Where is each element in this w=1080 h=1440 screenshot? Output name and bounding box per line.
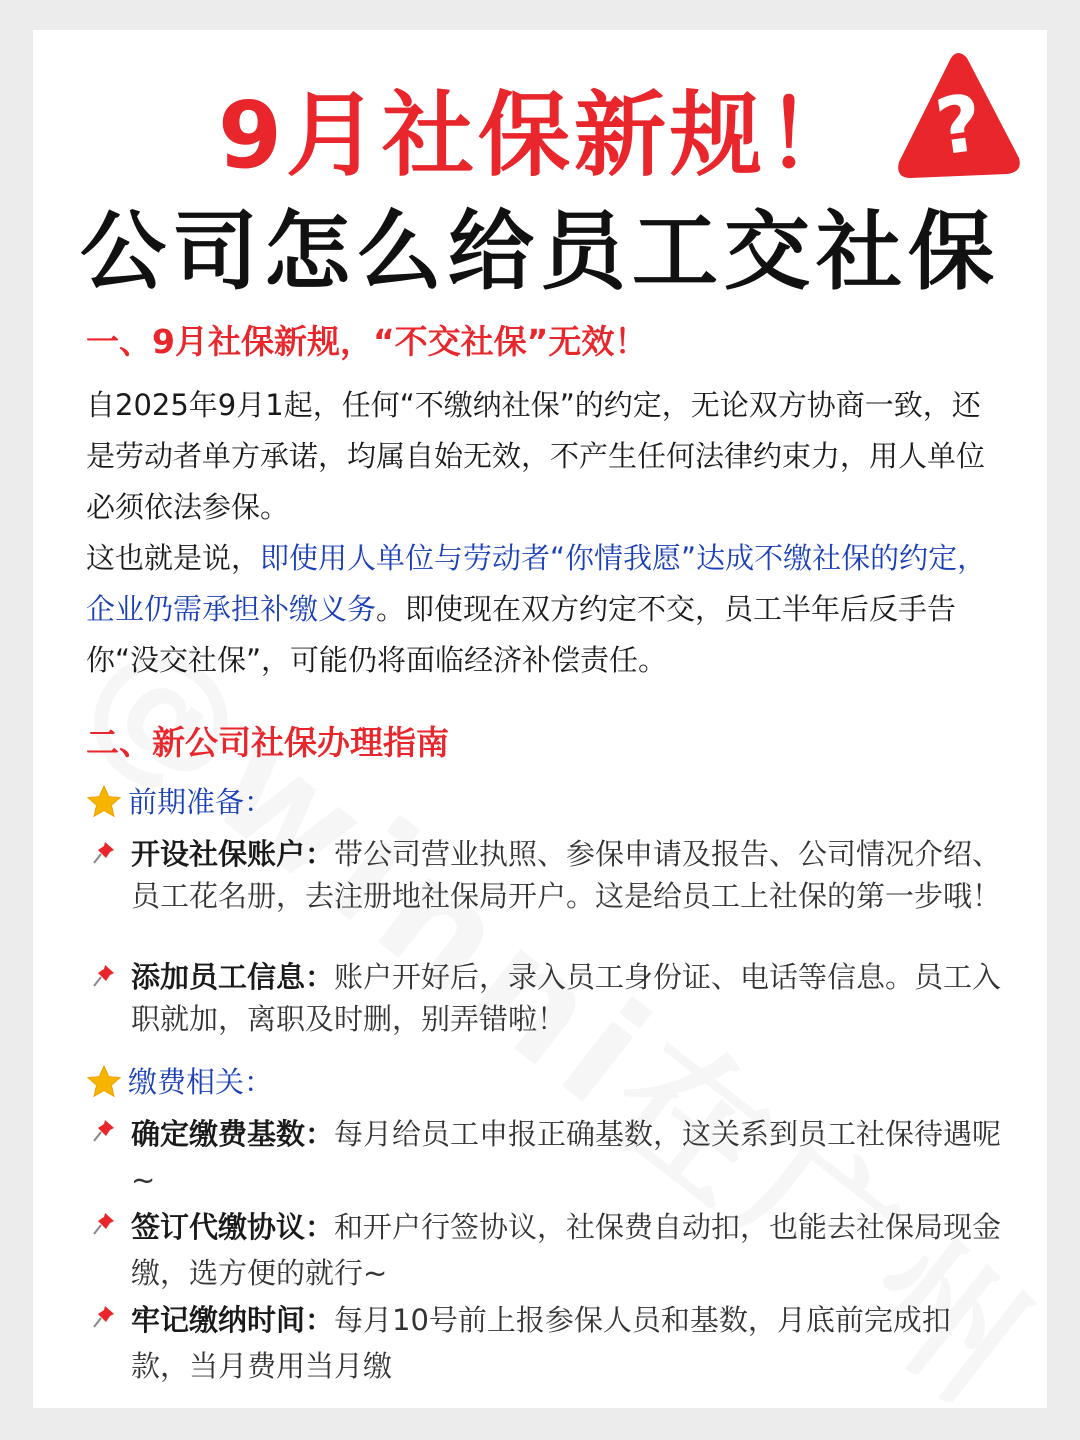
- para2-text-a: 这也就是说，: [86, 541, 261, 575]
- item-title: 添加员工信息：: [131, 960, 335, 994]
- group-prep-text: 前期准备：: [128, 785, 274, 819]
- item-title: 确定缴费基数：: [131, 1117, 335, 1151]
- pushpin-icon: [93, 841, 115, 865]
- item-title: 签订代缴协议：: [131, 1210, 335, 1244]
- group-prep-label: [86, 782, 273, 822]
- question-mark: ?: [930, 78, 988, 174]
- item-text: 和开户行签协议，社保费自动扣，也能去社保局现金缴，选方便的就行~: [131, 1210, 1002, 1290]
- para2-highlight: 即使用人单位与劳动者“你情我愿”达成不缴社保的约定，企业仍需承担补缴义务: [86, 541, 987, 626]
- document-card: [33, 30, 1047, 1408]
- pushpin-icon: [93, 1212, 115, 1236]
- question-warning-icon: [893, 50, 1023, 185]
- group-payment-label: [86, 1062, 273, 1102]
- section1-paragraph-1: 自2025年9月1起，任何“不缴纳社保”的约定，无论双方协商一致，还是劳动者单方承诺，均属自始无效，不产生任何法律约束力，用人单位必须依法参保。: [86, 388, 986, 524]
- section1-paragraph-2: [86, 533, 1006, 686]
- item-title: 开设社保账户：: [131, 837, 335, 871]
- group-payment-text: 缴费相关：: [128, 1065, 274, 1099]
- pushpin-icon: [93, 1305, 115, 1329]
- star-icon: [86, 784, 122, 820]
- para2-text-b: 。即使现在双方约定不交，员工半年后反手告你“没交社保”，可能仍将面临经济补偿责任。: [86, 592, 957, 677]
- item-text: 每月给员工申报正确基数，这关系到员工社保待遇呢~: [131, 1117, 1002, 1197]
- title-line-2: 公司怎么给员工交社保: [80, 202, 1000, 302]
- list-item: [93, 1204, 1003, 1296]
- title-line-1: 9月社保新规！: [217, 82, 862, 189]
- item-text: 每月10号前上报参保人员和基数，月底前完成扣款，当月费用当月缴: [131, 1303, 951, 1383]
- pushpin-icon: [93, 1119, 115, 1143]
- section1-heading: 一、9月社保新规，“不交社保”无效！: [86, 322, 648, 361]
- item-text: 账户开好后，录入员工身份证、电话等信息。员工入职就加，离职及时删，别弄错啦！: [131, 960, 1002, 1036]
- list-item: [93, 956, 1003, 1040]
- star-icon: [86, 1064, 122, 1100]
- list-item: [93, 1297, 1003, 1389]
- section2-heading: 二、新公司社保办理指南: [86, 723, 449, 762]
- item-text: 带公司营业执照、参保申请及报告、公司情况介绍、员工花名册，去注册地社保局开户。这是给员工上社保的第一步哦！: [131, 837, 1002, 913]
- list-item: [93, 833, 1003, 917]
- pushpin-icon: [93, 964, 115, 988]
- list-item: [93, 1111, 1003, 1203]
- item-title: 牢记缴纳时间：: [131, 1303, 335, 1337]
